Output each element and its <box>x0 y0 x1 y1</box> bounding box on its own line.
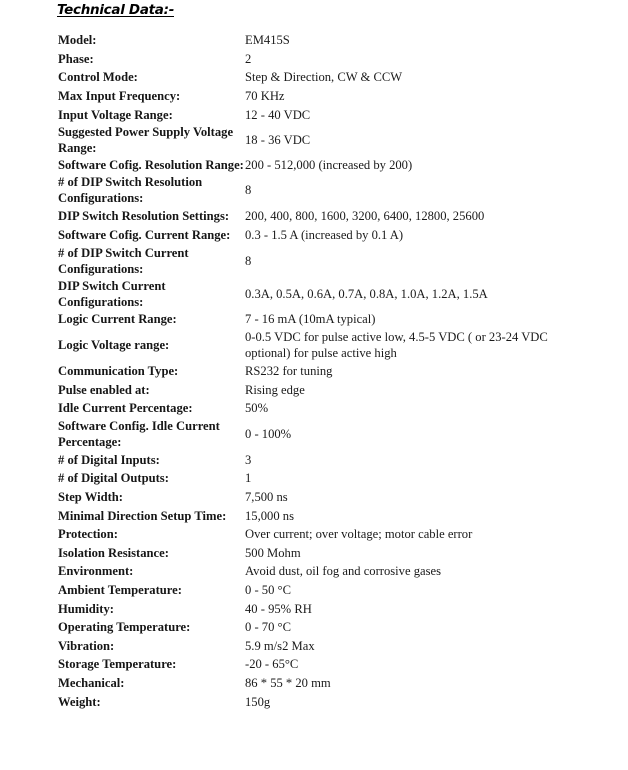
spec-row-direction-setup-time <box>58 506 555 525</box>
spec-label: Max Input Frequency: <box>58 89 181 104</box>
spec-label: # of DIP Switch Current Configurations: <box>58 245 189 276</box>
spec-label: Humidity: <box>58 601 114 616</box>
spec-value: 0 - 50 °C <box>245 582 291 597</box>
spec-row-dip-current-configurations <box>58 277 555 310</box>
spec-value: 0-0.5 VDC for pulse active low, 4.5-5 VDC ( or 23-24 VDC optional) for pulse active high <box>245 330 548 361</box>
spec-row-software-current-range <box>58 226 555 245</box>
spec-row-logic-voltage-range <box>58 329 555 362</box>
spec-value: 7 - 16 mA (10mA typical) <box>245 312 376 327</box>
spec-label: Vibration: <box>58 638 115 653</box>
spec-row-protection <box>58 525 555 544</box>
spec-value: Step & Direction, CW & CCW <box>245 70 403 85</box>
spec-label: Logic Current Range: <box>58 312 177 327</box>
spec-label: Protection: <box>58 527 118 542</box>
spec-value: 50% <box>245 401 269 416</box>
spec-value: 0 - 70 °C <box>245 620 291 635</box>
spec-row-storage-temperature <box>58 655 555 674</box>
spec-label: Storage Temperature: <box>58 657 177 672</box>
spec-row-logic-current-range <box>58 310 555 329</box>
spec-value: 1 <box>245 471 252 486</box>
spec-value: 40 - 95% RH <box>245 601 312 616</box>
spec-row-weight <box>58 692 555 711</box>
spec-row-communication-type <box>58 362 555 381</box>
spec-label: Step Width: <box>58 490 123 505</box>
spec-value: 70 KHz <box>245 89 285 104</box>
spec-label: Idle Current Percentage: <box>58 401 193 416</box>
spec-row-control-mode <box>58 68 555 87</box>
spec-value: 86 * 55 * 20 mm <box>245 675 331 690</box>
spec-row-digital-inputs <box>58 451 555 470</box>
spec-label: DIP Switch Current Configurations: <box>58 278 166 309</box>
spec-label: Software Cofig. Current Range: <box>58 227 231 242</box>
spec-label: Software Cofig. Resolution Range: <box>58 158 244 173</box>
spec-label: Input Voltage Range: <box>58 107 173 122</box>
spec-row-phase <box>58 50 555 69</box>
spec-row-model <box>58 31 555 50</box>
spec-value: 200 - 512,000 (increased by 200) <box>245 158 413 173</box>
spec-row-vibration <box>58 636 555 655</box>
spec-label: Environment: <box>58 564 134 579</box>
spec-value: EM415S <box>245 33 290 48</box>
spec-value: 500 Mohm <box>245 545 301 560</box>
section-heading: Technical Data:- <box>57 2 174 18</box>
technical-data-table <box>58 31 555 711</box>
spec-value: 0.3A, 0.5A, 0.6A, 0.7A, 0.8A, 1.0A, 1.2A, 1.5A <box>245 286 488 301</box>
spec-label: Operating Temperature: <box>58 620 191 635</box>
spec-value: 15,000 ns <box>245 508 294 523</box>
spec-row-operating-temperature <box>58 618 555 637</box>
spec-value: 8 <box>245 253 252 268</box>
spec-value: 0.3 - 1.5 A (increased by 0.1 A) <box>245 227 404 242</box>
spec-row-mechanical <box>58 674 555 693</box>
spec-value: RS232 for tuning <box>245 364 333 379</box>
spec-row-dip-current-count <box>58 244 555 277</box>
spec-row-software-idle-current <box>58 418 555 451</box>
spec-row-environment <box>58 562 555 581</box>
spec-row-digital-outputs <box>58 469 555 488</box>
spec-value: 3 <box>245 452 252 467</box>
spec-label: Isolation Resistance: <box>58 545 169 560</box>
spec-label: # of Digital Inputs: <box>58 452 160 467</box>
spec-label: Minimal Direction Setup Time: <box>58 508 227 523</box>
spec-label: DIP Switch Resolution Settings: <box>58 209 230 224</box>
spec-row-pulse-enabled <box>58 380 555 399</box>
spec-row-idle-current-percentage <box>58 399 555 418</box>
spec-row-dip-resolution-count <box>58 174 555 207</box>
spec-table-body <box>58 31 555 711</box>
spec-value: Rising edge <box>245 382 305 397</box>
spec-label: Suggested Power Supply Voltage Range: <box>58 125 234 156</box>
spec-value: -20 - 65°C <box>245 657 299 672</box>
spec-value: 8 <box>245 183 252 198</box>
spec-value: 12 - 40 VDC <box>245 107 311 122</box>
spec-row-dip-resolution-settings <box>58 207 555 226</box>
spec-label: Software Config. Idle Current Percentage: <box>58 419 220 450</box>
spec-value: 18 - 36 VDC <box>245 133 311 148</box>
spec-label: Phase: <box>58 51 94 66</box>
spec-value: Over current; over voltage; motor cable error <box>245 527 473 542</box>
spec-label: Model: <box>58 33 97 48</box>
spec-label: Weight: <box>58 694 101 709</box>
spec-value: 0 - 100% <box>245 427 292 442</box>
spec-row-suggested-power-supply <box>58 124 555 157</box>
spec-label: # of Digital Outputs: <box>58 471 169 486</box>
spec-label: Communication Type: <box>58 364 179 379</box>
spec-row-input-voltage-range <box>58 105 555 124</box>
spec-row-humidity <box>58 599 555 618</box>
spec-value: Avoid dust, oil fog and corrosive gases <box>245 564 441 579</box>
spec-row-step-width <box>58 488 555 507</box>
spec-label: Mechanical: <box>58 675 125 690</box>
spec-value: 5.9 m/s2 Max <box>245 638 315 653</box>
spec-value: 2 <box>245 51 252 66</box>
spec-value: 150g <box>245 694 271 709</box>
spec-row-max-input-frequency <box>58 87 555 106</box>
spec-value: 200, 400, 800, 1600, 3200, 6400, 12800, 25600 <box>245 209 485 224</box>
spec-row-software-resolution-range <box>58 157 555 174</box>
spec-row-ambient-temperature <box>58 581 555 600</box>
spec-label: # of DIP Switch Resolution Configurations: <box>58 175 203 206</box>
spec-value: 7,500 ns <box>245 490 288 505</box>
spec-label: Logic Voltage range: <box>58 338 170 353</box>
spec-label: Control Mode: <box>58 70 138 85</box>
spec-row-isolation-resistance <box>58 544 555 563</box>
spec-label: Ambient Temperature: <box>58 582 182 597</box>
spec-label: Pulse enabled at: <box>58 382 150 397</box>
